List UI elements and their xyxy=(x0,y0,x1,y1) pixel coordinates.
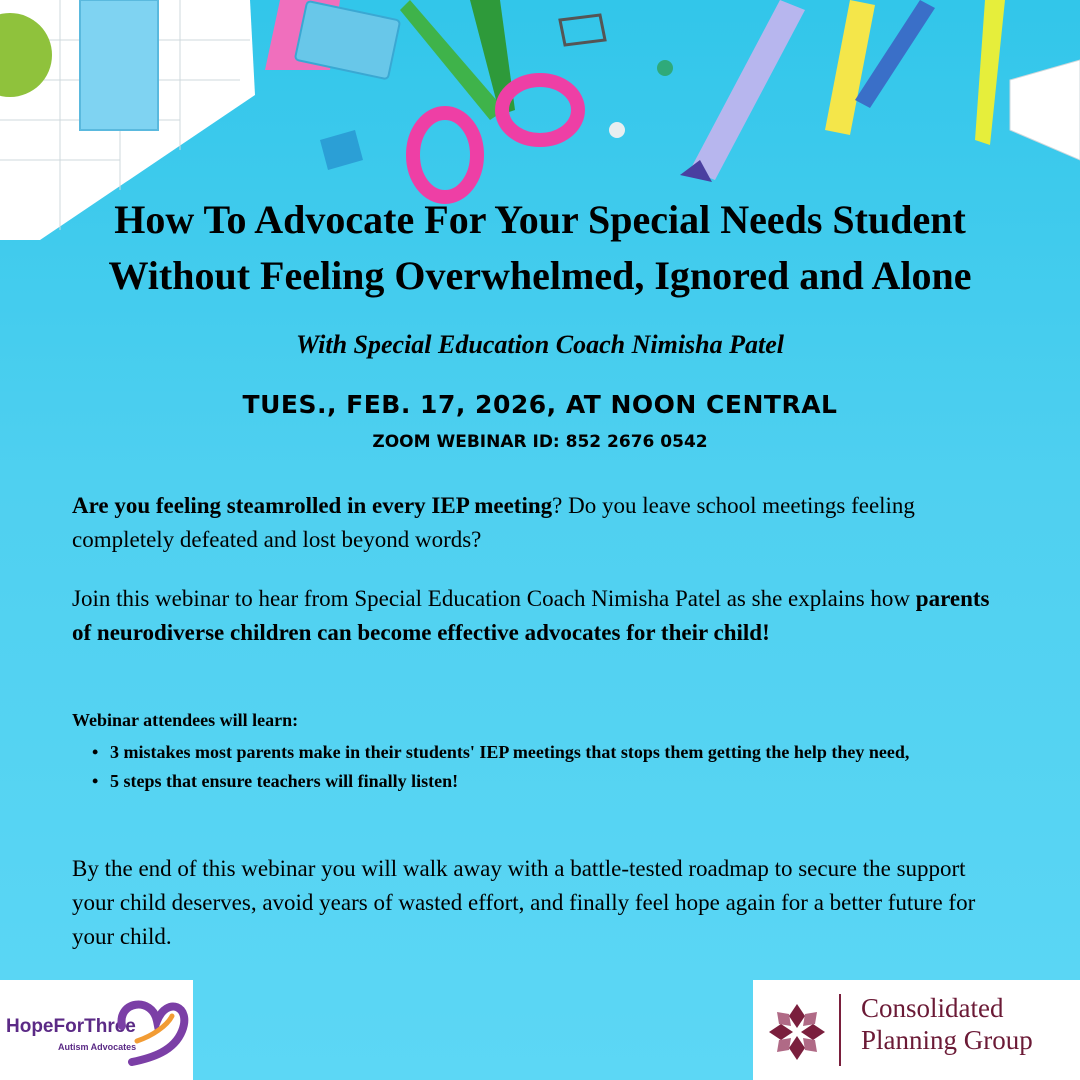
page-title xyxy=(0,192,1080,304)
push-pin-white-icon xyxy=(609,122,625,138)
join-bold: parents of neurodiverse children can become effective advocates for their child! xyxy=(72,586,990,645)
push-pin-icon xyxy=(657,60,673,76)
flower-emblem-icon xyxy=(765,1000,829,1064)
learn-heading: Webinar attendees will learn: xyxy=(72,710,299,730)
compass-icon xyxy=(975,0,1005,145)
highlighter-icon xyxy=(825,0,875,135)
paper-clip-icon xyxy=(320,130,363,170)
list-item: • 3 mistakes most parents make in their students' IEP meetings that stops them getting the help they need, xyxy=(92,738,992,767)
intro-paragraph xyxy=(72,489,992,557)
cpg-logo-name xyxy=(861,992,1033,1056)
join-start: Join this webinar to hear from Special Education Coach Nimisha Patel as she explains how xyxy=(72,586,916,611)
sticky-note-blue-icon xyxy=(80,0,158,130)
scissors-icon xyxy=(400,0,578,197)
hope-logo-name: HopeForThree xyxy=(6,1016,136,1037)
zoom-webinar-id: ZOOM WEBINAR ID: 852 2676 0542 xyxy=(372,432,708,452)
cpg-line-1: Consolidated xyxy=(861,993,1004,1023)
title-line-2: Without Feeling Overwhelmed, Ignored and Alone xyxy=(108,253,972,298)
intro-bold: Are you feeling steamrolled in every IEP meeting xyxy=(72,493,553,518)
cpg-line-2: Planning Group xyxy=(861,1025,1033,1055)
logo-divider xyxy=(839,994,841,1066)
join-paragraph xyxy=(72,582,992,650)
hope-logo-tagline: Autism Advocates xyxy=(58,1042,137,1052)
intro-rest: ? Do you leave school meetings feeling completely defeated and lost beyond words? xyxy=(72,493,915,552)
title-line-1: How To Advocate For Your Special Needs Student xyxy=(114,197,966,242)
subtitle: With Special Education Coach Nimisha Patel xyxy=(295,330,785,359)
hope-for-three-logo xyxy=(0,980,193,1080)
event-date: TUES., FEB. 17, 2026, AT NOON CENTRAL xyxy=(242,390,838,419)
binder-clip-icon xyxy=(560,15,605,45)
consolidated-planning-group-logo xyxy=(753,980,1080,1080)
list-item: • 5 steps that ensure teachers will finally listen! xyxy=(92,767,992,796)
learn-list xyxy=(92,738,992,796)
notebook-right-icon xyxy=(1010,60,1080,160)
pen-icon xyxy=(690,0,805,180)
closing-paragraph: By the end of this webinar you will walk away with a battle-tested roadmap to secure the support your child deserves, avoid years of wasted effort, and finally feel hope again for a better future for your child. xyxy=(72,856,976,949)
heart-swoosh-icon xyxy=(112,996,190,1066)
